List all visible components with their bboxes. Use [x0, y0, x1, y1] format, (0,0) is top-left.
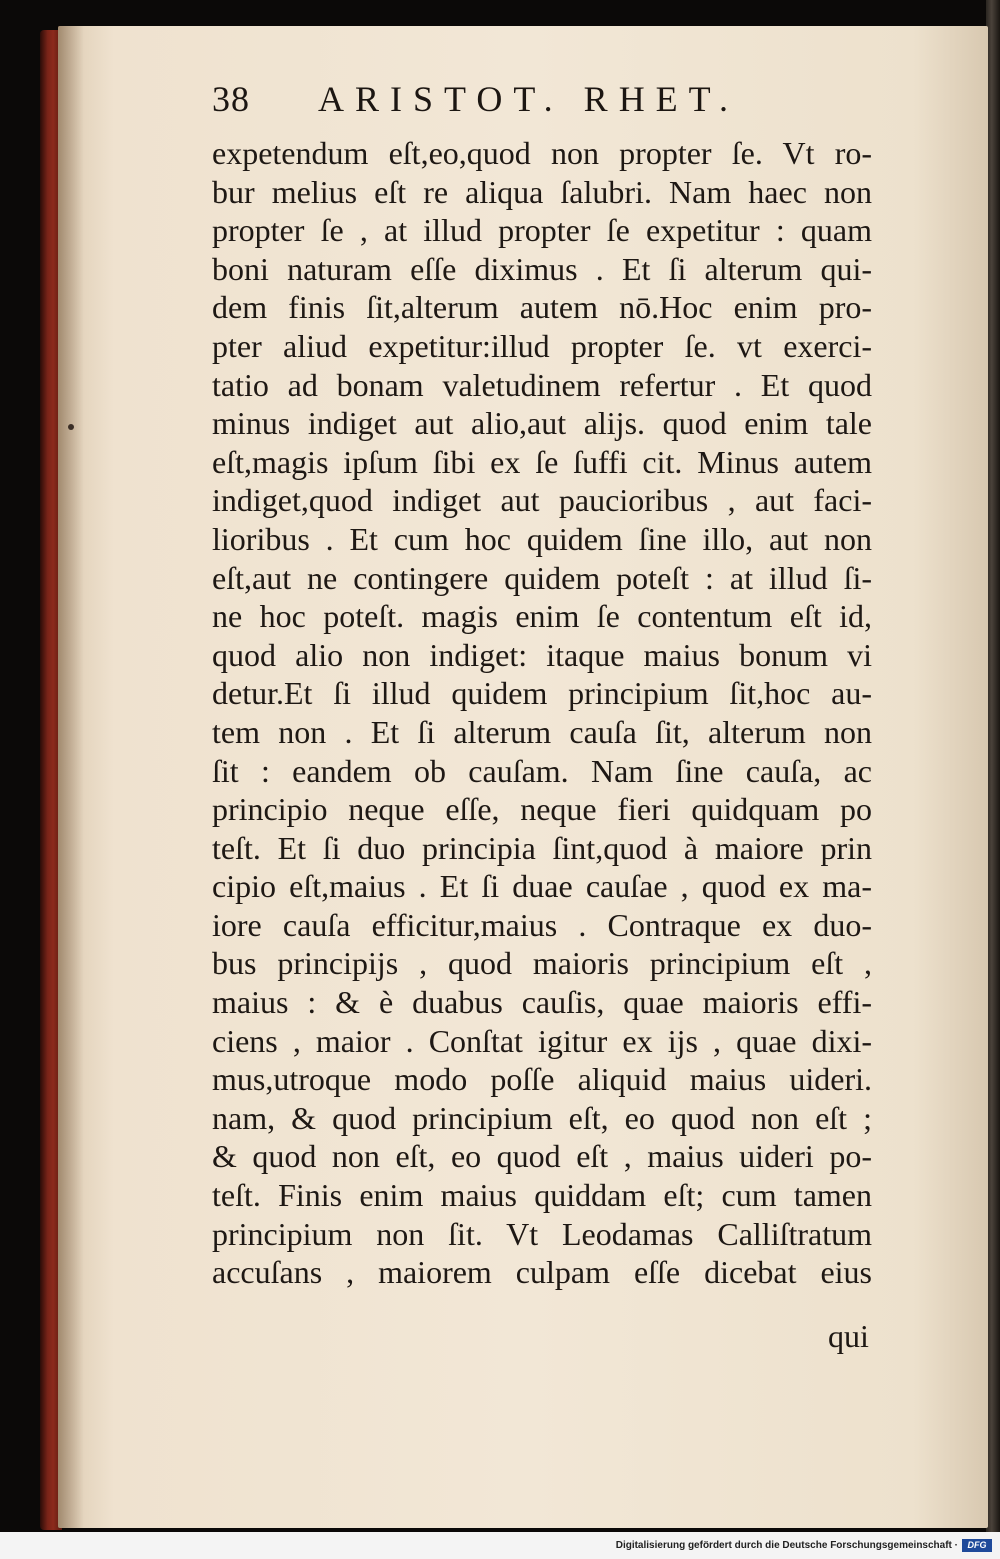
dfg-logo-icon: DFG	[962, 1539, 992, 1552]
text-line: accuſans , maiorem culpam eſſe dicebat eius	[212, 1254, 872, 1291]
text-line: ne hoc poteſt. magis enim ſe contentum eſt id,	[212, 598, 872, 635]
text-line: pter aliud expetitur:illud propter ſe. vt exerci-	[212, 327, 872, 364]
text-line: cipio eſt,maius . Et ſi duae cauſae , quod ex ma-	[212, 868, 872, 905]
running-title: ARISTOT. RHET.	[318, 79, 739, 119]
page-number: 38	[212, 79, 250, 119]
text-line: maius : & è duabus cauſis, quae maioris effi-	[212, 984, 872, 1021]
text-line: eſt,aut ne contingere quidem poteſt : at illud ſi-	[212, 559, 872, 596]
text-line: ciens , maior . Conſtat igitur ex ijs , quae dixi-	[212, 1022, 872, 1059]
text-line: principium non ſit. Vt Leodamas Calliſtratum	[212, 1215, 872, 1252]
text-line: expetendum eſt,eo,quod non propter ſe. Vt ro-	[212, 135, 872, 171]
catchword: qui	[828, 1318, 869, 1354]
running-head	[212, 78, 812, 128]
text-line: minus indiget aut alio,aut alijs. quod enim tale	[212, 405, 872, 442]
text-line: detur.Et ſi illud quidem principium ſit,hoc au-	[212, 675, 872, 712]
text-line: boni naturam eſſe diximus . Et ſi alterum qui-	[212, 250, 872, 287]
text-line: teſt. Finis enim maius quiddam eſt; cum tamen	[212, 1177, 872, 1214]
text-line: propter ſe , at illud propter ſe expetitur : quam	[212, 212, 872, 249]
body-text	[212, 134, 872, 1292]
text-line: mus,utroque modo poſſe aliquid maius uideri.	[212, 1061, 872, 1098]
text-line: eſt,magis ipſum ſibi ex ſe ſuffi cit. Minus autem	[212, 443, 872, 480]
text-line: quod alio non indiget: itaque maius bonum vi	[212, 636, 872, 673]
text-line: iore cauſa efficitur,maius . Contraque ex duo-	[212, 906, 872, 943]
ink-spot	[68, 424, 74, 430]
text-line: & quod non eſt, eo quod eſt , maius uideri po-	[212, 1138, 872, 1175]
text-line: ſit : eandem ob cauſam. Nam ſine cauſa, ac	[212, 752, 872, 789]
text-line: bus principijs , quod maioris principium eſt ,	[212, 945, 872, 982]
text-line: lioribus . Et cum hoc quidem ſine illo, aut non	[212, 520, 872, 557]
text-line: tem non . Et ſi alterum cauſa ſit, alterum non	[212, 713, 872, 750]
gutter-shadow	[58, 26, 84, 1528]
text-line: principio neque eſſe, neque fieri quidquam po	[212, 791, 872, 828]
funding-credit: Digitalisierung gefördert durch die Deutsche Forschungsgemeinschaft ·	[615, 1540, 958, 1551]
text-line: tatio ad bonam valetudinem refertur . Et quod	[212, 366, 872, 403]
text-line: nam, & quod principium eſt, eo quod non eſt ;	[212, 1099, 872, 1136]
text-line: indiget,quod indiget aut paucioribus , aut faci-	[212, 482, 872, 519]
text-line: teſt. Et ſi duo principia ſint,quod à maiore prin	[212, 829, 872, 866]
text-line: bur melius eſt re aliqua ſalubri. Nam haec non	[212, 173, 872, 210]
text-line: dem finis ſit,alterum autem nō.Hoc enim pro-	[212, 289, 872, 326]
adjacent-leaves-edge	[986, 0, 1000, 1532]
